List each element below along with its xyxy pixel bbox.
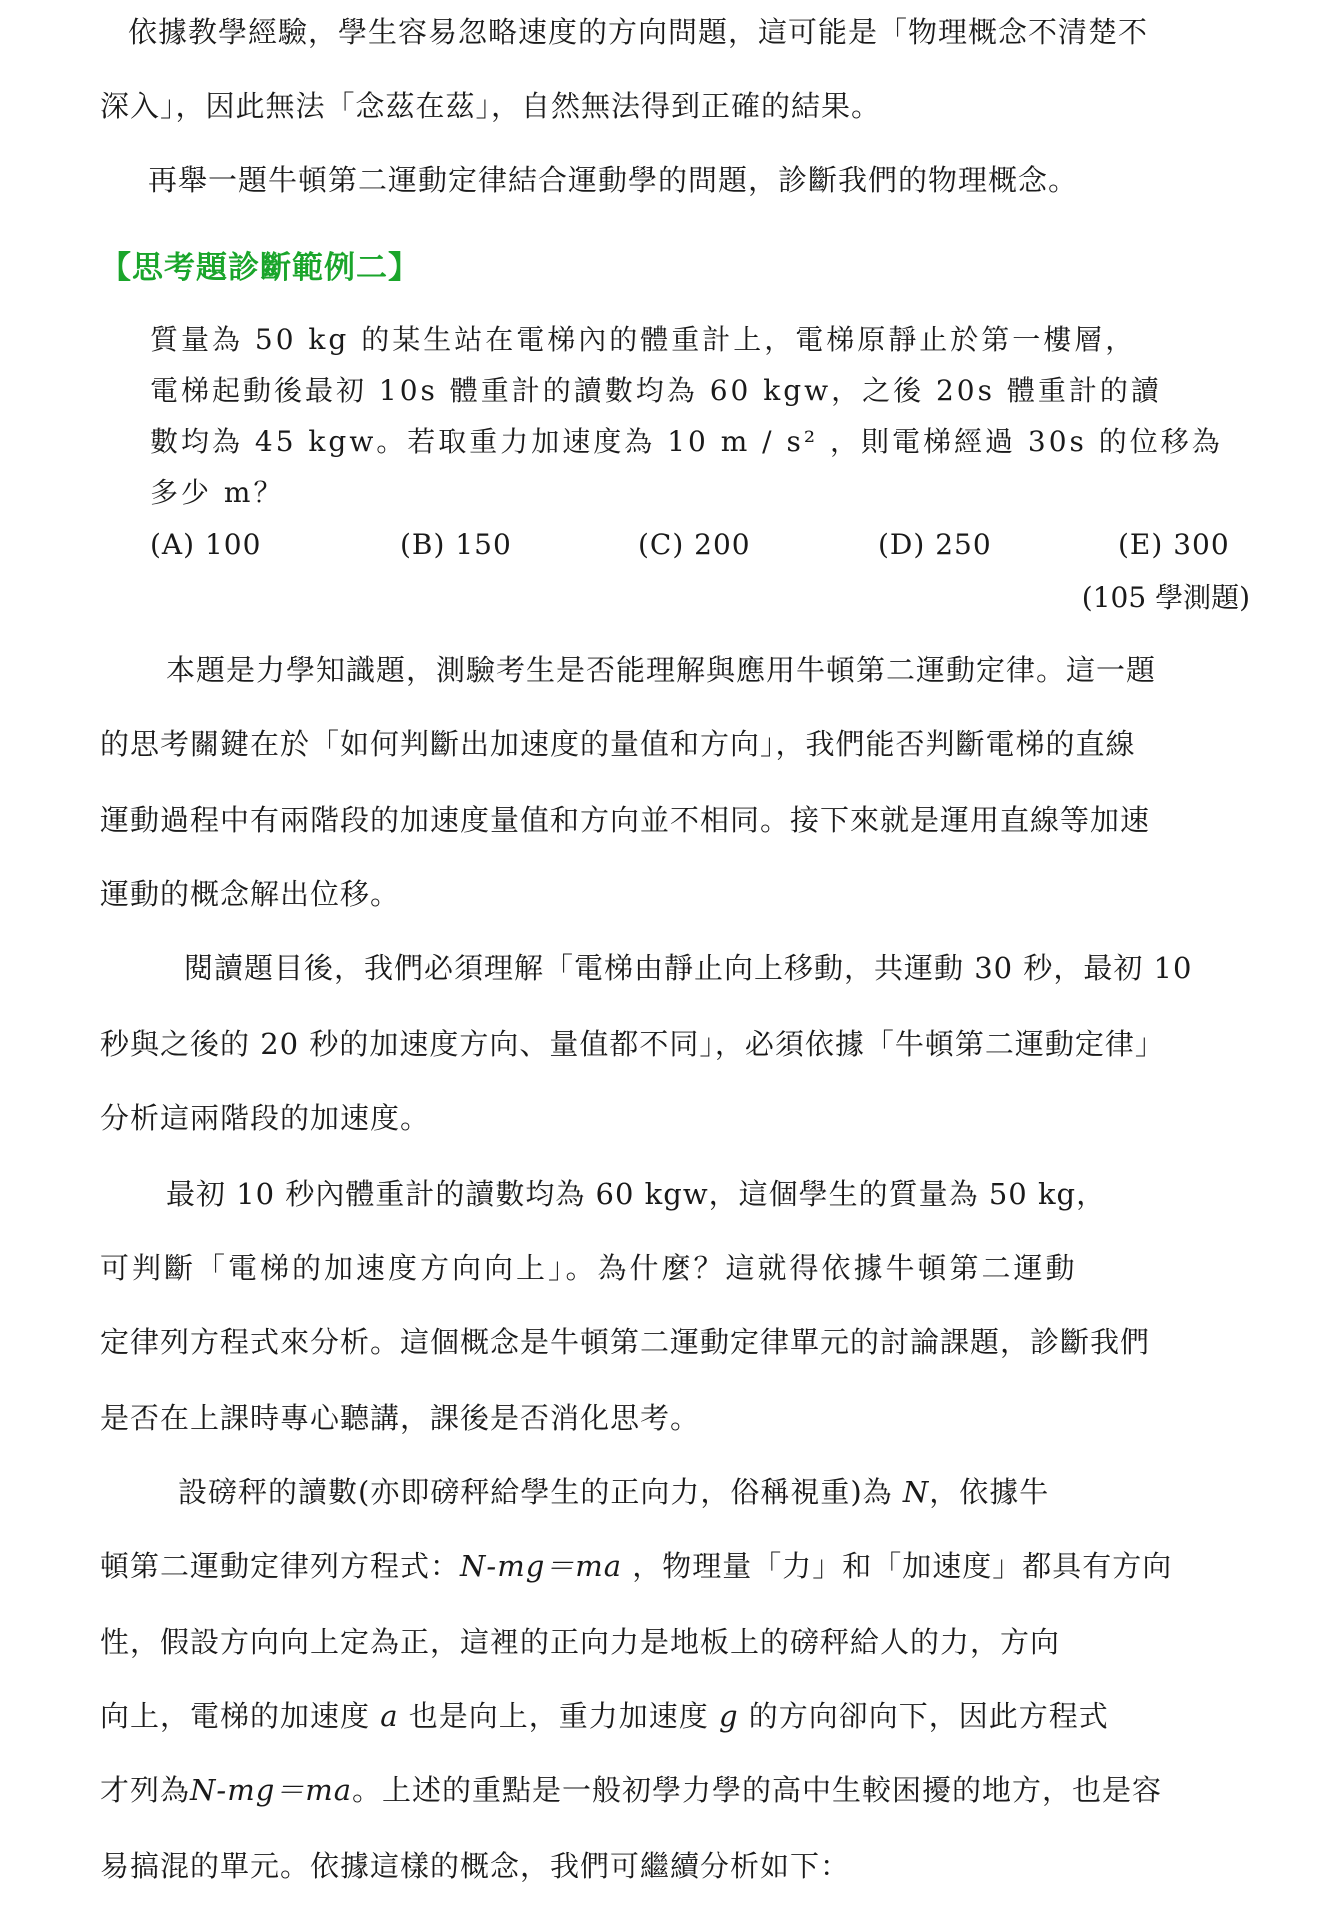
para4-line-1: [178, 1472, 1250, 1512]
para1-line-1: 本題是力學知識題，測驗考生是否能理解與應用牛頓第二運動定律。這一題: [166, 653, 1157, 687]
para3-line-2: 可判斷「電梯的加速度方向向上」。為什麼？這就得依據牛頓第二運動: [100, 1251, 1078, 1285]
section-heading: 【思考題診斷範例二】: [100, 250, 420, 286]
para4-line-5-text-a: 才列為: [100, 1773, 191, 1807]
answer-choices: [150, 525, 1250, 565]
para4-line-4-text-c: 的方向卻向下，因此方程式: [738, 1699, 1109, 1733]
choice-d: (D) 250: [878, 528, 992, 561]
para1-line-2: 的思考關鍵在於「如何判斷出加速度的量值和方向」，我們能否判斷電梯的直線: [100, 727, 1136, 761]
para4-line-2-text-b: ，物理量「力」和「加速度」都具有方向: [622, 1549, 1173, 1583]
para1-line-3: 運動過程中有兩階段的加速度量值和方向並不相同。接下來就是運用直線等加速: [100, 803, 1151, 837]
question-line-2: 電梯起動後最初 10s 體重計的讀數均為 60 kgw，之後 20s 體重計的讀: [150, 374, 1162, 407]
para4-line-6: 易搞混的單元。依據這樣的概念，我們可繼續分析如下：: [100, 1849, 851, 1883]
choice-a: (A) 100: [150, 528, 262, 561]
para2-line-1: 閱讀題目後，我們必須理解「電梯由靜止向上移動，共運動 30 秒，最初 10: [184, 951, 1193, 985]
choice-c: (C) 200: [638, 528, 751, 561]
para4-line-4-text-b: 也是向上，重力加速度: [398, 1699, 719, 1733]
question-line-1: 質量為 50 kg 的某生站在電梯內的體重計上，電梯原靜止於第一樓層，: [150, 323, 1137, 356]
choice-e: (E) 300: [1118, 528, 1230, 561]
para4-line-3: 性，假設方向向上定為正，這裡的正向力是地板上的磅秤給人的力，方向: [100, 1625, 1061, 1659]
para3-line-1: 最初 10 秒內體重計的讀數均為 60 kgw，這個學生的質量為 50 kg，: [166, 1177, 1107, 1211]
intro-line-2: 深入」，因此無法「念茲在茲」，自然無法得到正確的結果。: [100, 89, 882, 123]
para4-line-4-text-a: 向上，電梯的加速度: [100, 1699, 381, 1733]
para3-line-4: 是否在上課時專心聽講，課後是否消化思考。: [100, 1401, 701, 1435]
gravity-symbol: g: [718, 1699, 739, 1733]
intro-line-1: 依據教學經驗，學生容易忽略速度的方向問題，這可能是「物理概念不清楚不: [128, 15, 1149, 49]
question-source: (105 學測題): [1081, 581, 1250, 614]
para4-line-1-text-a: 設磅秤的讀數(亦即磅秤給學生的正向力，俗稱視重)為: [178, 1475, 903, 1509]
para4-line-2-text-a: 頓第二運動定律列方程式：: [100, 1549, 461, 1583]
para4-line-5-text-b: 。上述的重點是一般初學力學的高中生較困擾的地方，也是容: [352, 1773, 1163, 1807]
para1-line-4: 運動的概念解出位移。: [100, 877, 401, 911]
choice-b: (B) 150: [400, 528, 512, 561]
question-line-4: 多少 m？: [150, 476, 285, 509]
para4-line-2: [100, 1546, 1250, 1586]
para4-line-1-text-b: ，依據牛: [929, 1475, 1050, 1509]
para2-line-3: 分析這兩階段的加速度。: [100, 1101, 431, 1135]
para4-line-4: [100, 1696, 1250, 1736]
newton-equation-2: N-mg＝ma: [190, 1773, 353, 1807]
para4-line-5: [100, 1770, 1250, 1810]
question-line-3: 數均為 45 kgw。若取重力加速度為 10 m / s² ，則電梯經過 30s 的位移為: [150, 425, 1223, 458]
newton-equation: N-mg＝ma: [460, 1549, 623, 1583]
para3-line-3: 定律列方程式來分析。這個概念是牛頓第二運動定律單元的討論課題，診斷我們: [100, 1325, 1151, 1359]
normal-force-symbol: N: [902, 1475, 930, 1509]
para2-line-2: 秒與之後的 20 秒的加速度方向、量值都不同」，必須依據「牛頓第二運動定律」: [100, 1027, 1165, 1061]
acceleration-symbol: a: [380, 1699, 399, 1733]
intro-line-3: 再舉一題牛頓第二運動定律結合運動學的問題，診斷我們的物理概念。: [148, 163, 1079, 197]
